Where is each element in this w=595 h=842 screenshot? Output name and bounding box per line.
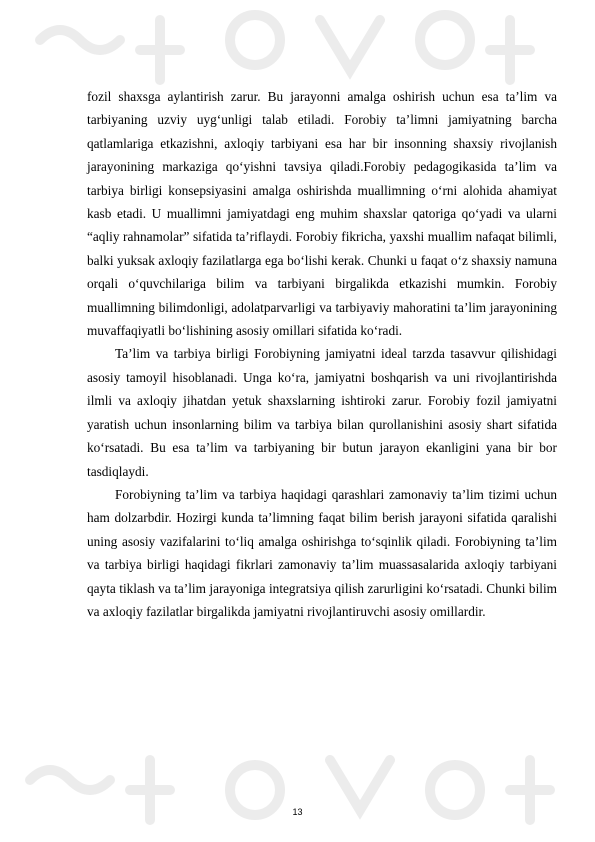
paragraph-2: Ta’lim va tarbiya birligi Forobiyning jamiyatni ideal tarzda tasavvur qilishidagi asosiy tamoyil hisoblanadi. Unga ko‘ra, jamiyatni boshqarish va uni rivojlantirishda ilmli va axloqiy jihatdan yetuk shaxslarning ishtiroki zarur. Forobiy fozil jamiyatni yaratish uchun insonlarning bilim va tarbiya bilan qurollanishini asosiy shart sifatida ko‘rsatadi. Bu esa ta’lim va tarbiyaning bir butun jarayon ekanligini yana bir bor tasdiqlaydi.: [87, 346, 557, 479]
page-number: 13: [292, 807, 303, 817]
paragraph-3: Forobiyning ta’lim va tarbiya haqidagi qarashlari zamonaviy ta’lim tizimi uchun ham dolzarbdir. Hozirgi kunda ta’limning faqat bilim berish jarayoni sifatida qaralishi uning asosiy vazifalarini to‘liq amalga oshirishga to‘sqinlik qiladi. Forobiyning ta’lim va tarbiya birligi haqidagi fikrlari zamonaviy ta’lim muassasalarida axloqiy tarbiyani qayta tiklash va ta’lim jarayoniga integratsiya qilish zarurligini ko‘rsatadi. Chunki bilim va axloqiy fazilatlar birgalikda jamiyatni rivojlantiruvchi asosiy omillardir.: [87, 486, 557, 619]
document-body: [87, 85, 557, 623]
paragraph-1: fozil shaxsga aylantirish zarur. Bu jarayonni amalga oshirish uchun esa ta’lim va tarbiyaning uzviy uyg‘unligi talab etiladi. Forobiy ta’limni jamiyatning barcha qatlamlariga etkazishni, axloqiy tarbiyani esa har bir insonning shaxsiy rivojlanish jarayonining markaziga qo‘yishni tavsiya qiladi.Forobiy pedagogikasida ta’lim va tarbiya birligi konsepsiyasini amalga oshirishda muallimning o‘rni alohida ahamiyat kasb etadi. U muallimni jamiyatdagi eng muhim shaxslar qatoriga qo‘yadi va ularni “aqliy rahnamolar” sifatida ta’riflaydi. Forobiy fikricha, yaxshi muallim nafaqat bilimli, balki yuksak axloqiy fazilatlarga ega bo‘lishi kerak. Chunki u faqat o‘z shaxsiy namuna orqali o‘quvchilariga bilim va tarbiyani birgalikda etkazishi mumkin. Forobiy muallimning bilimdonligi, adolatparvarligi va tarbiyaviy mahoratini ta’lim jarayonining muvaffaqiyatli bo‘lishining asosiy omillari sifatida ko‘radi.: [87, 89, 557, 339]
